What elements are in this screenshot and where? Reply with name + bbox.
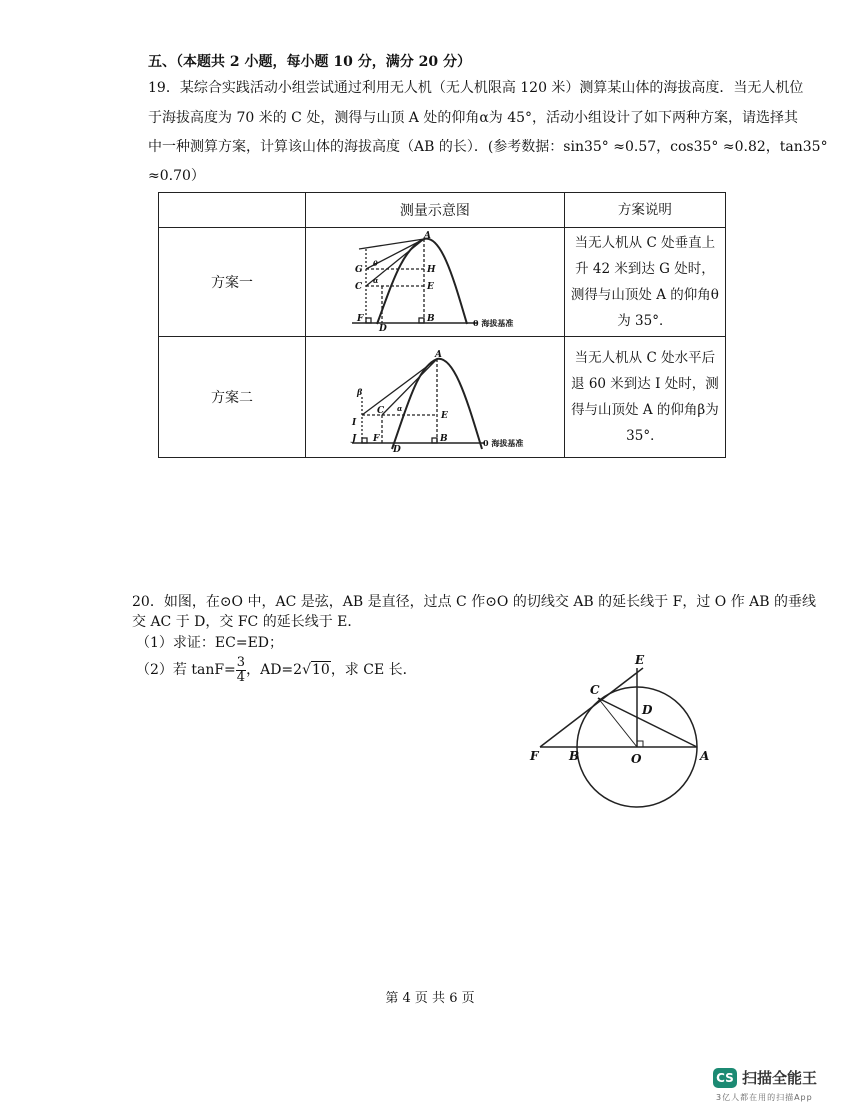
plan-table [158, 192, 726, 458]
table-header-diagram: 测量示意图 [305, 193, 564, 228]
d2-label-beta: β [356, 387, 363, 397]
plan2-name: 方案二 [159, 337, 306, 458]
plan1-diagram [305, 228, 564, 337]
q19-text-line4: ≈0.70） [148, 168, 205, 184]
d1-label-D: D [378, 324, 387, 331]
q20-part2-suffix: ，求 CE 长． [330, 662, 417, 678]
d1-label-A: A [423, 231, 431, 241]
d2-label-E: E [440, 411, 448, 421]
plan2-desc: 当无人机从 C 处水平后退 60 米到达 I 处时，测得与山顶处 A 的仰角β为 35°． [564, 337, 725, 458]
plan2-diagram [305, 337, 564, 458]
q19-text-line3: 中一种测算方案，计算该山体的海拔高度（AB 的长）．(参考数据：sin35° ≈0.57，cos35° ≈0.82，tan35° [148, 139, 828, 155]
d1-baseline-label: 0 海拔基准 [472, 318, 514, 328]
fig-label-E: E [635, 653, 645, 667]
plan1-name: 方案一 [159, 228, 306, 337]
table-row [159, 337, 726, 458]
camscanner-logo-icon: CS [713, 1068, 737, 1088]
fig-label-B: B [569, 749, 580, 763]
q20-sqrt-value: 10 [311, 662, 330, 678]
d1-label-G: G [354, 265, 363, 275]
section-title: 五、（本题共 2 小题，每小题 10 分，满分 20 分） [148, 54, 471, 70]
plan1-diagram-svg [307, 229, 563, 331]
d1-label-C: C [354, 282, 363, 292]
d1-label-B: B [426, 314, 435, 324]
fig-label-F: F [530, 749, 539, 763]
q20-part2-mid: ，AD=2 [246, 662, 303, 678]
camscanner-tagline: 3亿人都在用的扫描App [716, 1093, 813, 1102]
d2-label-B: B [439, 434, 448, 444]
fraction-denominator: 4 [236, 669, 246, 685]
fraction-numerator: 3 [236, 654, 246, 670]
d2-label-D: D [392, 445, 401, 453]
d1-label-E: E [426, 282, 434, 292]
plan2-diagram-svg [307, 337, 563, 453]
q20-text-line2: 交 AC 于 D，交 FC 的延长线于 E． [132, 614, 362, 630]
d2-label-F: F [372, 434, 380, 444]
d2-label-alpha: α [396, 404, 403, 413]
fig-label-A: A [700, 749, 710, 763]
d2-baseline-label: 0 海拔基准 [482, 438, 524, 448]
q20-part2-prefix: （2）若 tanF= [136, 662, 236, 678]
d2-label-I: I [351, 418, 357, 428]
sqrt-icon: √ [302, 662, 311, 678]
fig-label-O: O [631, 752, 642, 766]
table-header-empty [159, 193, 306, 228]
q19-text-line1: 19．某综合实践活动小组尝试通过利用无人机（无人机限高 120 米）测算某山体的海拔高度．当无人机位 [148, 80, 804, 96]
page-footer: 第 4 页 共 6 页 [385, 991, 475, 1006]
d1-label-alpha: α [372, 276, 379, 285]
q20-tan-fraction [236, 656, 246, 685]
q20-part2 [136, 655, 417, 685]
fig-label-C: C [590, 683, 600, 697]
d1-label-theta: θ [372, 259, 378, 268]
d1-label-F: F [356, 314, 364, 324]
q20-circle-figure [520, 650, 720, 810]
fig-label-D: D [642, 703, 653, 717]
q20-part1: （1）求证：EC=ED； [136, 635, 284, 651]
table-header-desc: 方案说明 [564, 193, 725, 228]
d2-label-J: J [351, 434, 357, 444]
table-row [159, 228, 726, 337]
q19-text-line2: 于海拔高度为 70 米的 C 处，测得与山顶 A 处的仰角α为 45°，活动小组设计了如下两种方案，请选择其 [148, 110, 799, 126]
plan1-desc: 当无人机从 C 处垂直上升 42 米到达 G 处时，测得与山顶处 A 的仰角θ为 35°． [564, 228, 725, 337]
q20-text-line1: 20．如图，在⊙O 中，AC 是弦，AB 是直径，过点 C 作⊙O 的切线交 AB 的延长线于 F，过 O 作 AB 的垂线 [132, 594, 817, 610]
d2-label-A: A [434, 350, 442, 360]
camscanner-app-name: 扫描全能王 [742, 1069, 818, 1087]
d2-label-C: C [376, 406, 385, 416]
d1-label-H: H [426, 265, 436, 275]
